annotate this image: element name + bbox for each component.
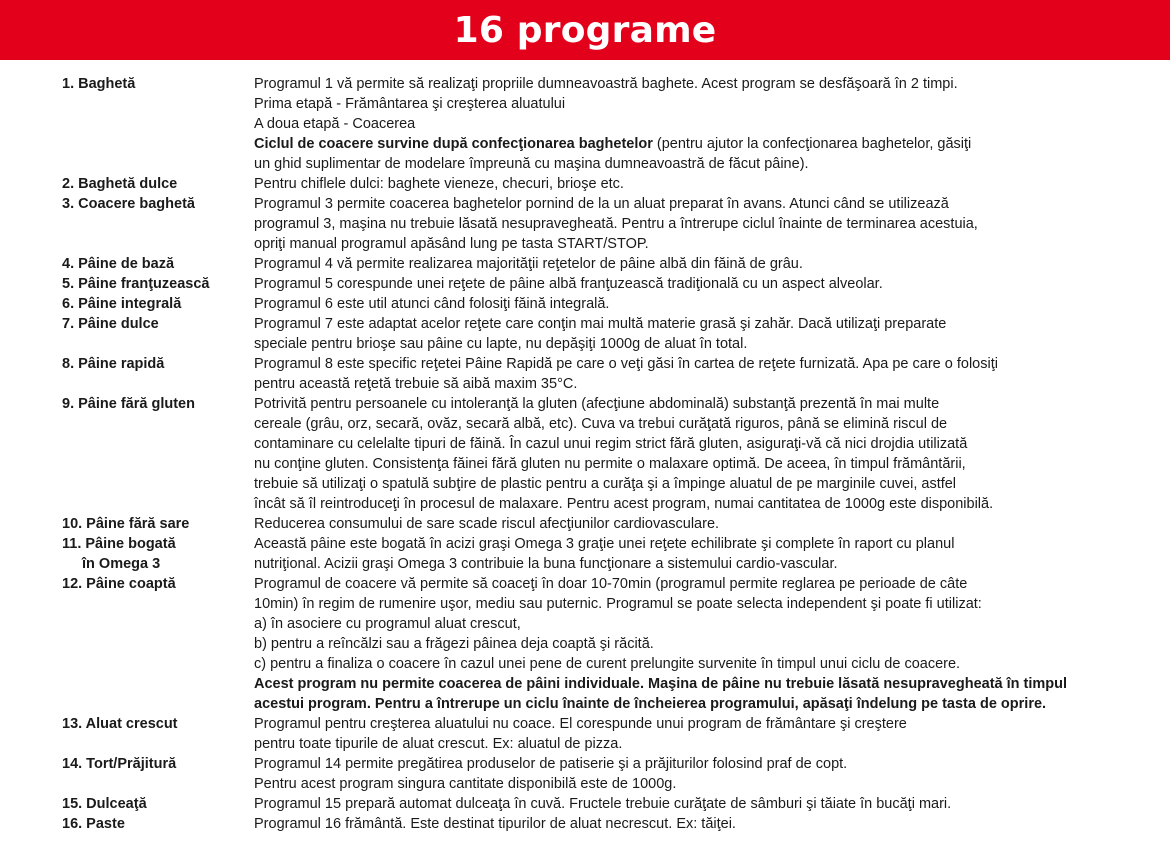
line-text: programul 3, maşina nu trebuie lăsată nesupravegheată. Pentru a întrerupe ciclul înainte de terminarea acestuia, <box>254 216 978 232</box>
description-line <box>254 494 1146 514</box>
program-row <box>0 814 1170 834</box>
line-text: Programul 4 vă permite realizarea majorităţii reţetelor de pâine albă din făină de grâu. <box>254 256 803 272</box>
line-text: opriţi manual programul apăsând lung pe tasta START/STOP. <box>254 236 649 252</box>
description-line <box>254 394 1146 414</box>
program-name-line: 4. Pâine de bază <box>62 256 175 272</box>
line-text: Programul 15 prepară automat dulceaţa în cuvă. Fructele trebuie curăţate de sâmburi şi tăiate în bucăţi mari. <box>254 796 952 812</box>
program-name <box>62 714 254 754</box>
program-list <box>0 74 1170 834</box>
description-line <box>254 454 1146 474</box>
program-name <box>62 174 254 194</box>
line-text: c) pentru a finaliza o coacere în cazul unei pene de curent prelungite survenite în timpul unui ciclu de coacere. <box>254 656 961 672</box>
program-row <box>0 254 1170 274</box>
description-line <box>254 234 1146 254</box>
program-description <box>254 74 1170 174</box>
program-name <box>62 294 254 314</box>
program-name <box>62 254 254 274</box>
program-row <box>0 534 1170 574</box>
line-text: încât să îl reintroduceţi în procesul de malaxare. Pentru acest program, numai cantitatea de 1000g este disponibilă. <box>254 496 994 512</box>
line-text: Această pâine este bogată în acizi graşi Omega 3 graţie unei reţete echilibrate şi complete în raport cu planul <box>254 536 955 552</box>
program-row <box>0 794 1170 814</box>
line-text: b) pentru a reîncălzi sau a frăgezi pâinea deja coaptă şi răcită. <box>254 636 654 652</box>
program-name-line: 1. Baghetă <box>62 76 136 92</box>
description-line <box>254 374 1146 394</box>
program-description <box>254 534 1170 574</box>
description-line <box>254 594 1146 614</box>
program-name-line: 15. Dulceaţă <box>62 796 147 812</box>
line-text: Programul 16 frământă. Este destinat tipurilor de aluat necrescut. Ex: tăiţei. <box>254 816 736 832</box>
bold-text: acestui program. Pentru a întrerupe un ciclu înainte de încheierea programului, apăsaţi îndelung pe tasta de oprire. <box>254 696 1047 712</box>
line-text: Pentru chiflele dulci: baghete vieneze, checuri, brioşe etc. <box>254 176 624 192</box>
header-bar <box>0 0 1170 60</box>
program-row <box>0 354 1170 394</box>
description-line <box>254 94 1146 114</box>
description-line <box>254 134 1146 154</box>
program-row <box>0 574 1170 714</box>
program-name-line: 6. Pâine integrală <box>62 296 182 312</box>
program-name <box>62 754 254 794</box>
line-text: Programul 1 vă permite să realizaţi propriile dumneavoastră baghete. Acest program se desfăşoară în 2 timpi. <box>254 76 958 92</box>
line-text: cereale (grâu, orz, secară, ovăz, secară albă, etc). Cuva va trebui curăţată riguros, până se elimină riscul de <box>254 416 948 432</box>
program-description <box>254 574 1170 714</box>
line-text: Programul 7 este adaptat acelor reţete care conţin mai multă materie grasă şi zahăr. Dacă utilizaţi preparate <box>254 316 947 332</box>
program-name <box>62 794 254 814</box>
line-text: a) în asociere cu programul aluat crescut, <box>254 616 521 632</box>
program-name-line: 2. Baghetă dulce <box>62 176 178 192</box>
program-row <box>0 314 1170 354</box>
description-line <box>254 574 1146 594</box>
program-description <box>254 194 1170 254</box>
program-description <box>254 814 1170 834</box>
line-text: trebuie să utilizaţi o spatulă subţire de plastic pentru a curăţa şi a împinge aluatul de pe marginile cuvei, astfel <box>254 476 957 492</box>
description-line <box>254 434 1146 454</box>
line-text: Pentru acest program singura cantitate disponibilă este de 1000g. <box>254 776 677 792</box>
program-name <box>62 274 254 294</box>
line-text: Programul 5 corespunde unei reţete de pâine albă franţuzească tradiţională cu un aspect alveolar. <box>254 276 883 292</box>
description-line <box>254 194 1146 214</box>
program-name <box>62 74 254 174</box>
description-line <box>254 654 1146 674</box>
program-name <box>62 354 254 394</box>
line-text: pentru toate tipurile de aluat crescut. Ex: aluatul de pizza. <box>254 736 623 752</box>
program-name-line: 14. Tort/Prăjitură <box>62 756 177 772</box>
line-text: Reducerea consumului de sare scade riscul afecţiunilor cardiovasculare. <box>254 516 720 532</box>
description-line <box>254 694 1146 714</box>
description-line <box>254 554 1146 574</box>
program-name-line: 16. Paste <box>62 816 125 832</box>
program-name-line: 9. Pâine fără gluten <box>62 396 195 412</box>
program-name <box>62 534 254 574</box>
program-name <box>62 574 254 714</box>
description-line <box>254 154 1146 174</box>
line-text: Programul pentru creşterea aluatului nu coace. El corespunde unui program de frământare şi creştere <box>254 716 907 732</box>
program-name-line: 3. Coacere baghetă <box>62 196 195 212</box>
program-description <box>254 174 1170 194</box>
program-name-line: 8. Pâine rapidă <box>62 356 165 372</box>
description-line <box>254 754 1146 774</box>
program-row <box>0 294 1170 314</box>
program-description <box>254 754 1170 794</box>
program-description <box>254 714 1170 754</box>
bold-text: Ciclul de coacere survine după confecţionarea baghetelor <box>254 136 653 152</box>
description-line <box>254 734 1146 754</box>
description-line <box>254 614 1146 634</box>
program-row <box>0 394 1170 514</box>
line-text: 10min) în regim de rumenire uşor, mediu sau puternic. Programul se poate selecta independent şi poate fi utilizat: <box>254 596 982 612</box>
line-text: Programul 14 permite pregătirea produselor de patiserie şi a prăjiturilor folosind praf de copt. <box>254 756 848 772</box>
description-line <box>254 774 1146 794</box>
line-text: Programul 3 permite coacerea baghetelor pornind de la un aluat preparat în avans. Atunci când se utilizează <box>254 196 949 212</box>
program-description <box>254 394 1170 514</box>
program-row <box>0 514 1170 534</box>
description-line <box>254 254 1146 274</box>
program-name <box>62 194 254 254</box>
program-name-line: 5. Pâine franţuzească <box>62 276 210 292</box>
line-text: pentru această reţetă trebuie să aibă maxim 35°C. <box>254 376 578 392</box>
program-name-line: în Omega 3 <box>82 556 161 572</box>
program-name-line: 10. Pâine fără sare <box>62 516 190 532</box>
line-text: nutriţional. Acizii graşi Omega 3 contribuie la buna funcţionare a sistemului cardio-vascular. <box>254 556 838 572</box>
program-name <box>62 394 254 514</box>
description-line <box>254 294 1146 314</box>
program-name-line: 7. Pâine dulce <box>62 316 159 332</box>
line-text: Potrivită pentru persoanele cu intoleranţă la gluten (afecţiune abdominală) substanţă prezentă în mai multe <box>254 396 940 412</box>
description-line <box>254 674 1146 694</box>
description-line <box>254 334 1146 354</box>
program-description <box>254 354 1170 394</box>
description-line <box>254 514 1146 534</box>
program-name <box>62 514 254 534</box>
line-text: nu conţine gluten. Consistenţa făinei fără gluten nu permite o malaxare optimă. De aceea, în timpul frământării, <box>254 456 966 472</box>
program-row <box>0 194 1170 254</box>
description-line <box>254 74 1146 94</box>
description-line <box>254 174 1146 194</box>
description-line <box>254 354 1146 374</box>
line-text: Programul 8 este specific reţetei Pâine Rapidă pe care o veţi găsi în cartea de reţete furnizată. Apa pe care o folosiţi <box>254 356 998 372</box>
description-line <box>254 474 1146 494</box>
description-line <box>254 634 1146 654</box>
page-title: 16 programe <box>453 9 717 51</box>
line-text: (pentru ajutor la confecţionarea baghetelor, găsiţi <box>652 136 972 152</box>
program-description <box>254 514 1170 534</box>
program-name <box>62 314 254 354</box>
program-description <box>254 274 1170 294</box>
description-line <box>254 534 1146 554</box>
line-text: Prima etapă - Frământarea şi creşterea aluatului <box>254 96 566 112</box>
description-line <box>254 314 1146 334</box>
line-text: A doua etapă - Coacerea <box>254 116 416 132</box>
line-text: Programul 6 este util atunci când folosiţi făină integrală. <box>254 296 610 312</box>
program-description <box>254 794 1170 814</box>
program-row <box>0 714 1170 754</box>
program-row <box>0 754 1170 794</box>
program-description <box>254 254 1170 274</box>
bold-text: Acest program nu permite coacerea de pâini individuale. Maşina de pâine nu trebuie lăsată nesupravegheată în timpul <box>254 676 1068 692</box>
description-line <box>254 814 1146 834</box>
description-line <box>254 114 1146 134</box>
program-description <box>254 294 1170 314</box>
description-line <box>254 214 1146 234</box>
program-row <box>0 74 1170 174</box>
program-name-line: 13. Aluat crescut <box>62 716 178 732</box>
line-text: Programul de coacere vă permite să coaceţi în doar 10-70min (programul permite reglarea pe perioade de câte <box>254 576 968 592</box>
line-text: contaminare cu celelalte tipuri de făină. În cazul unui regim strict fără gluten, asiguraţi-vă că nici drojdia utilizată <box>254 436 968 452</box>
description-line <box>254 274 1146 294</box>
program-name <box>62 814 254 834</box>
description-line <box>254 794 1146 814</box>
description-line <box>254 414 1146 434</box>
program-row <box>0 174 1170 194</box>
program-description <box>254 314 1170 354</box>
line-text: speciale pentru brioşe sau pâine cu lapte, nu depăşiţi 1000g de aluat în total. <box>254 336 748 352</box>
description-line <box>254 714 1146 734</box>
program-name-line: 11. Pâine bogată <box>62 536 176 552</box>
program-row <box>0 274 1170 294</box>
line-text: un ghid suplimentar de modelare împreună cu maşina dumneavoastră de făcut pâine). <box>254 156 809 172</box>
program-name-line: 12. Pâine coaptă <box>62 576 176 592</box>
